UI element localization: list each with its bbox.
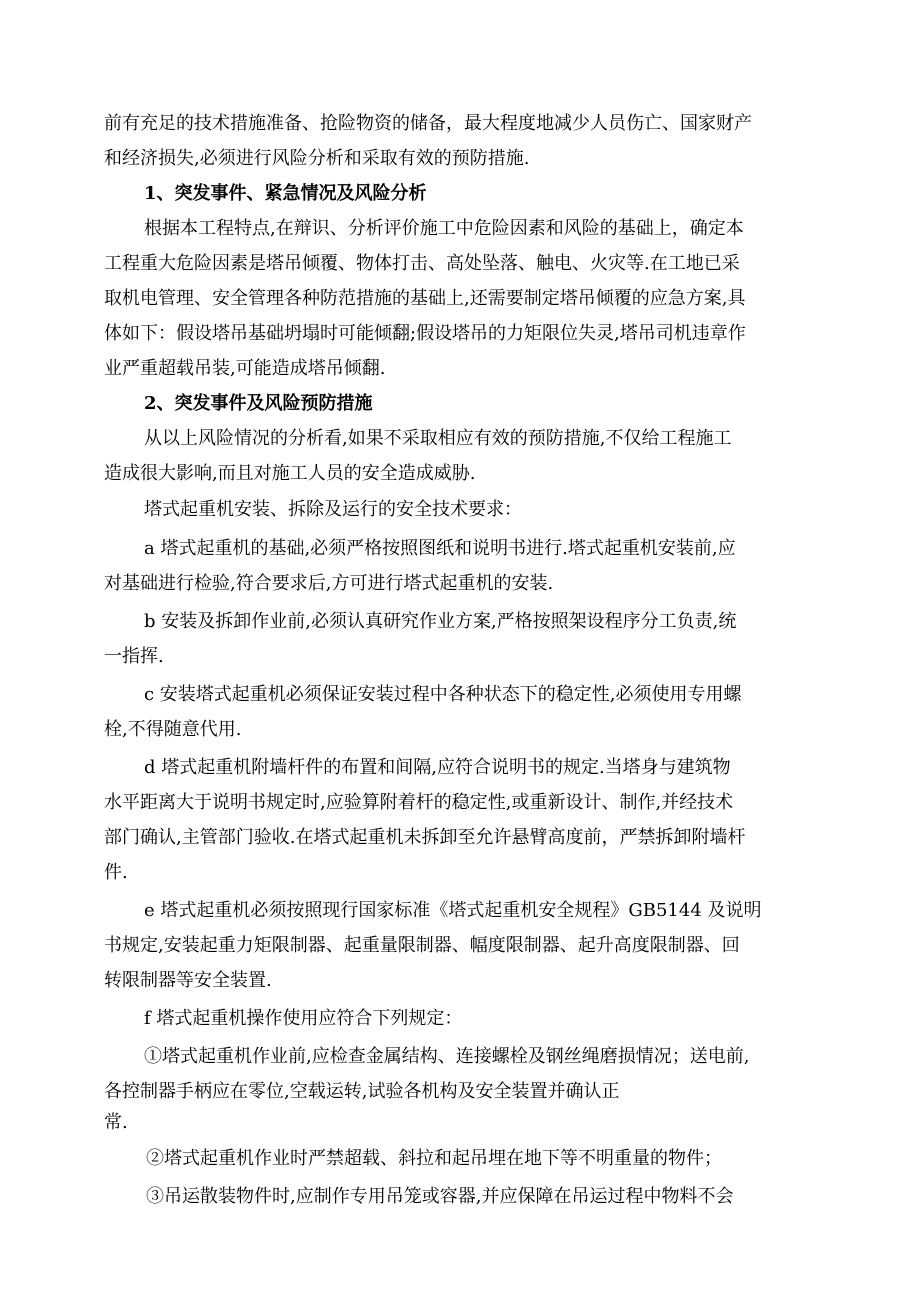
paragraph-line: 部门确认,主管部门验收.在塔式起重机未拆卸至允许悬臂高度前，严禁拆卸附墙杆: [104, 827, 746, 848]
paragraph-line: 前有充足的技术措施准备、抢险物资的储备，最大程度地减少人员伤亡、国家财产: [104, 113, 752, 134]
paragraph-line: 件.: [104, 862, 128, 883]
paragraph-line: 造成很大影响,而且对施工人员的安全造成威胁.: [104, 463, 476, 484]
paragraph-line: 取机电管理、安全管理各种防范措施的基础上,还需要制定塔吊倾覆的应急方案,具: [104, 288, 746, 309]
paragraph-line: 水平距离大于说明书规定时,应验算附着杆的稳定性,或重新设计、制作,并经技术: [104, 792, 734, 813]
paragraph-line: 业严重超载吊装,可能造成塔吊倾翻.: [104, 358, 386, 379]
paragraph-line: 从以上风险情况的分析看,如果不采取相应有效的预防措施,不仅给工程施工: [144, 428, 732, 449]
rule-item-3: ③吊运散装物件时,应制作专用吊笼或容器,并应保障在吊运过程中物料不会: [146, 1186, 734, 1207]
list-item-e: e 塔式起重机必须按照现行国家标准《塔式起重机安全规程》GB5144 及说明: [144, 900, 762, 921]
paragraph-line: 工程重大危险因素是塔吊倾覆、物体打击、高处坠落、触电、火灾等.在工地已采: [104, 253, 740, 274]
list-item-f: f 塔式起重机操作使用应符合下列规定：: [144, 1008, 463, 1029]
paragraph-line: 对基础进行检验,符合要求后,方可进行塔式起重机的安装.: [104, 573, 554, 594]
paragraph-line: 转限制器等安全装置.: [104, 970, 272, 991]
paragraph-line: 常.: [104, 1112, 128, 1133]
paragraph-line: 栓,不得随意代用.: [104, 719, 242, 740]
rule-item-2: ②塔式起重机作业时严禁超载、斜拉和起吊埋在地下等不明重量的物件；: [146, 1148, 722, 1169]
paragraph-line: 一指挥.: [104, 646, 164, 667]
paragraph-line: 各控制器手柄应在零位,空载运转,试验各机构及安全装置并确认正: [104, 1081, 620, 1102]
paragraph-line: 体如下：假设塔吊基础坍塌时可能倾翻;假设塔吊的力矩限位失灵,塔吊司机违章作: [104, 323, 746, 344]
list-item-d: d 塔式起重机附墙杆件的布置和间隔,应符合说明书的规定.当塔身与建筑物: [144, 757, 731, 778]
paragraph-line: 和经济损失,必须进行风险分析和采取有效的预防措施.: [104, 148, 530, 169]
paragraph-line: 塔式起重机安装、拆除及运行的安全技术要求：: [144, 499, 522, 520]
rule-item-1: ①塔式起重机作业前,应检查金属结构、连接螺栓及钢丝绳磨损情况；送电前,: [144, 1046, 750, 1067]
list-item-a: a 塔式起重机的基础,必须严格按照图纸和说明书进行.塔式起重机安装前,应: [144, 538, 736, 559]
paragraph-line: 书规定,安装起重力矩限制器、起重量限制器、幅度限制器、起升高度限制器、回: [104, 935, 740, 956]
list-item-b: b 安装及拆卸作业前,必须认真研究作业方案,严格按照架设程序分工负责,统: [144, 611, 737, 632]
paragraph-line: 根据本工程特点,在辩识、分析评价施工中危险因素和风险的基础上，确定本: [144, 218, 744, 239]
section-heading-1: 1、突发事件、紧急情况及风险分析: [144, 183, 427, 204]
section-heading-2: 2、突发事件及风险预防措施: [144, 393, 373, 414]
list-item-c: c 安装塔式起重机必须保证安装过程中各种状态下的稳定性,必须使用专用螺: [144, 684, 742, 705]
